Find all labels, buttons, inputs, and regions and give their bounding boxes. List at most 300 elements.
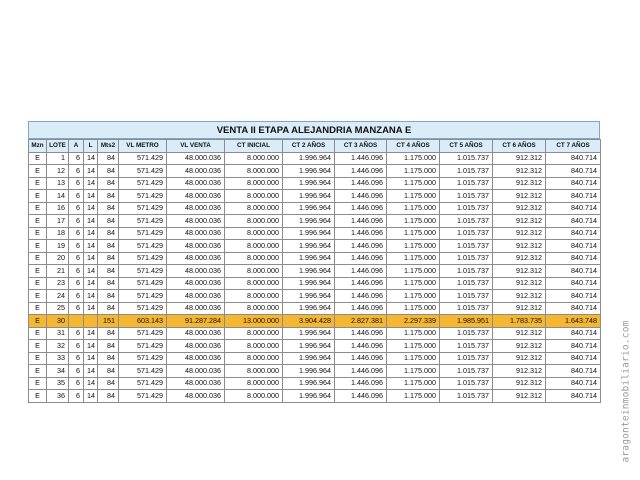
- table-cell: E: [29, 377, 47, 390]
- table-cell: E: [29, 302, 47, 315]
- table-cell: 840.714: [546, 290, 601, 303]
- table-cell: 912.312: [493, 165, 546, 178]
- table-cell: 571.429: [119, 227, 167, 240]
- table-cell: 1.175.000: [387, 215, 440, 228]
- table-cell: 1.996.964: [283, 340, 335, 353]
- table-cell: 1.996.964: [283, 152, 335, 165]
- table-cell: 8.000.000: [225, 227, 283, 240]
- column-header: CT 5 AÑOS: [440, 140, 493, 153]
- table-row: [29, 202, 601, 215]
- table-cell: 912.312: [493, 152, 546, 165]
- table-cell: 6: [69, 290, 84, 303]
- table-cell: 23: [47, 277, 69, 290]
- table-cell: 912.312: [493, 365, 546, 378]
- table-cell: 1.015.737: [440, 252, 493, 265]
- table-cell: 84: [98, 165, 119, 178]
- table-cell: E: [29, 327, 47, 340]
- table-cell: 151: [98, 315, 119, 328]
- table-cell: 1.996.964: [283, 177, 335, 190]
- table-cell: 1.446.096: [335, 377, 387, 390]
- table-cell: 1.996.964: [283, 290, 335, 303]
- table-cell: E: [29, 290, 47, 303]
- table-cell: 1.446.096: [335, 290, 387, 303]
- table-cell: 912.312: [493, 340, 546, 353]
- table-cell: 1.446.096: [335, 302, 387, 315]
- table-cell: 1.996.964: [283, 365, 335, 378]
- table-cell: 571.429: [119, 290, 167, 303]
- table-row: [29, 265, 601, 278]
- table-cell: 48.000.036: [167, 377, 225, 390]
- column-header: CT 2 AÑOS: [283, 140, 335, 153]
- column-header: VL VENTA: [167, 140, 225, 153]
- table-cell: 6: [69, 377, 84, 390]
- column-header: CT 4 AÑOS: [387, 140, 440, 153]
- table-cell: 1.446.096: [335, 202, 387, 215]
- table-cell: 6: [69, 165, 84, 178]
- table-cell: 84: [98, 202, 119, 215]
- table-cell: 21: [47, 265, 69, 278]
- table-cell: 34: [47, 365, 69, 378]
- table-cell: 1.446.096: [335, 152, 387, 165]
- table-cell: 1.996.964: [283, 252, 335, 265]
- table-cell: 48.000.036: [167, 352, 225, 365]
- table-cell: 1.446.096: [335, 352, 387, 365]
- table-cell: 840.714: [546, 340, 601, 353]
- table-cell: 6: [69, 352, 84, 365]
- table-cell: 14: [84, 190, 98, 203]
- table-cell: 16: [47, 202, 69, 215]
- table-cell: 8.000.000: [225, 327, 283, 340]
- table-cell: 840.714: [546, 277, 601, 290]
- table-cell: 8.000.000: [225, 265, 283, 278]
- table-cell: 1.643.748: [546, 315, 601, 328]
- table-cell: 571.429: [119, 340, 167, 353]
- table-cell: 6: [69, 302, 84, 315]
- table-cell: 31: [47, 327, 69, 340]
- table-cell: 1.446.096: [335, 365, 387, 378]
- table-cell: 36: [47, 390, 69, 403]
- table-cell: 84: [98, 215, 119, 228]
- table-cell: 32: [47, 340, 69, 353]
- table-row: [29, 340, 601, 353]
- table-cell: 84: [98, 290, 119, 303]
- table-row: [29, 352, 601, 365]
- table-cell: 2.827.381: [335, 315, 387, 328]
- table-cell: 8.000.000: [225, 165, 283, 178]
- table-cell: 912.312: [493, 227, 546, 240]
- table-cell: 1.446.096: [335, 215, 387, 228]
- table-cell: 912.312: [493, 177, 546, 190]
- table-cell: 571.429: [119, 202, 167, 215]
- table-cell: 571.429: [119, 177, 167, 190]
- table-row: [29, 190, 601, 203]
- table-cell: 14: [84, 277, 98, 290]
- table-cell: 1.015.737: [440, 390, 493, 403]
- table-cell: 48.000.036: [167, 302, 225, 315]
- table-cell: 1.996.964: [283, 165, 335, 178]
- table-cell: 84: [98, 227, 119, 240]
- table-cell: 1.446.096: [335, 190, 387, 203]
- table-cell: 14: [84, 152, 98, 165]
- table-row: [29, 152, 601, 165]
- table-cell: [69, 315, 84, 328]
- table-cell: 6: [69, 327, 84, 340]
- table-row: [29, 165, 601, 178]
- table-cell: 48.000.036: [167, 252, 225, 265]
- table-cell: 1.996.964: [283, 202, 335, 215]
- table-cell: 14: [84, 352, 98, 365]
- table-cell: E: [29, 152, 47, 165]
- table-cell: 48.000.036: [167, 365, 225, 378]
- table-cell: E: [29, 165, 47, 178]
- table-cell: 1.015.737: [440, 302, 493, 315]
- table-cell: E: [29, 277, 47, 290]
- table-cell: 840.714: [546, 190, 601, 203]
- table-cell: 6: [69, 390, 84, 403]
- table-cell: 840.714: [546, 215, 601, 228]
- table-cell: 840.714: [546, 240, 601, 253]
- table-cell: 840.714: [546, 252, 601, 265]
- table-cell: 33: [47, 352, 69, 365]
- table-cell: 1.446.096: [335, 252, 387, 265]
- table-row: [29, 215, 601, 228]
- table-row: [29, 240, 601, 253]
- table-cell: 840.714: [546, 390, 601, 403]
- table-cell: 14: [84, 327, 98, 340]
- table-cell: 912.312: [493, 352, 546, 365]
- table-cell: E: [29, 190, 47, 203]
- table-body: [29, 152, 601, 402]
- price-table: [28, 139, 601, 403]
- table-cell: 13.000.000: [225, 315, 283, 328]
- table-cell: 84: [98, 177, 119, 190]
- table-cell: 840.714: [546, 352, 601, 365]
- table-cell: 1.175.000: [387, 302, 440, 315]
- table-cell: 84: [98, 365, 119, 378]
- table-cell: 1.175.000: [387, 190, 440, 203]
- table-cell: 19: [47, 240, 69, 253]
- table-cell: 571.429: [119, 240, 167, 253]
- table-cell: 6: [69, 215, 84, 228]
- table-cell: 1.015.737: [440, 202, 493, 215]
- table-cell: 24: [47, 290, 69, 303]
- table-cell: 14: [84, 290, 98, 303]
- table-row: [29, 327, 601, 340]
- table-cell: 571.429: [119, 252, 167, 265]
- table-cell: 30: [47, 315, 69, 328]
- column-header: A: [69, 140, 84, 153]
- table-row-highlighted: [29, 315, 601, 328]
- table-cell: 912.312: [493, 190, 546, 203]
- table-cell: 1.996.964: [283, 302, 335, 315]
- table-cell: 840.714: [546, 365, 601, 378]
- table-cell: 1.175.000: [387, 340, 440, 353]
- column-header: VL METRO: [119, 140, 167, 153]
- table-cell: 571.429: [119, 152, 167, 165]
- table-cell: 8.000.000: [225, 365, 283, 378]
- table-cell: 6: [69, 202, 84, 215]
- table-cell: 1.996.964: [283, 390, 335, 403]
- table-cell: 571.429: [119, 377, 167, 390]
- table-row: [29, 365, 601, 378]
- table-cell: 84: [98, 302, 119, 315]
- table-cell: 48.000.036: [167, 177, 225, 190]
- table-cell: 48.000.036: [167, 240, 225, 253]
- table-cell: 6: [69, 152, 84, 165]
- table-cell: 8.000.000: [225, 152, 283, 165]
- table-cell: 48.000.036: [167, 390, 225, 403]
- table-cell: 48.000.036: [167, 215, 225, 228]
- table-cell: 6: [69, 252, 84, 265]
- table-cell: 1: [47, 152, 69, 165]
- table-cell: 1.446.096: [335, 390, 387, 403]
- table-row: [29, 377, 601, 390]
- table-cell: 840.714: [546, 377, 601, 390]
- table-cell: 25: [47, 302, 69, 315]
- table-cell: 912.312: [493, 327, 546, 340]
- table-cell: 1.015.737: [440, 240, 493, 253]
- table-cell: 1.996.964: [283, 277, 335, 290]
- table-cell: 84: [98, 377, 119, 390]
- table-cell: 1.015.737: [440, 352, 493, 365]
- table-cell: 48.000.036: [167, 290, 225, 303]
- table-cell: 84: [98, 265, 119, 278]
- column-header: LOTE: [47, 140, 69, 153]
- table-cell: 1.446.096: [335, 177, 387, 190]
- table-cell: 8.000.000: [225, 352, 283, 365]
- table-cell: 1.015.737: [440, 190, 493, 203]
- table-cell: 1.015.737: [440, 377, 493, 390]
- table-cell: 6: [69, 190, 84, 203]
- table-cell: 1.175.000: [387, 177, 440, 190]
- table-cell: 8.000.000: [225, 290, 283, 303]
- table-cell: E: [29, 365, 47, 378]
- table-cell: 35: [47, 377, 69, 390]
- table-cell: 571.429: [119, 215, 167, 228]
- table-cell: 1.996.964: [283, 377, 335, 390]
- table-cell: 840.714: [546, 227, 601, 240]
- column-header: CT INICIAL: [225, 140, 283, 153]
- table-cell: 1.175.000: [387, 240, 440, 253]
- table-cell: E: [29, 177, 47, 190]
- sheet-title: VENTA II ETAPA ALEJANDRIA MANZANA E: [28, 121, 600, 139]
- table-cell: 48.000.036: [167, 190, 225, 203]
- table-cell: 13: [47, 177, 69, 190]
- table-cell: 1.996.964: [283, 227, 335, 240]
- table-cell: 6: [69, 240, 84, 253]
- table-row: [29, 302, 601, 315]
- table-cell: 1.996.964: [283, 215, 335, 228]
- table-cell: 912.312: [493, 377, 546, 390]
- table-row: [29, 390, 601, 403]
- table-cell: 912.312: [493, 302, 546, 315]
- table-cell: 14: [84, 302, 98, 315]
- table-cell: 1.996.964: [283, 265, 335, 278]
- table-cell: 1.446.096: [335, 265, 387, 278]
- table-cell: 840.714: [546, 327, 601, 340]
- table-cell: 84: [98, 327, 119, 340]
- table-cell: 8.000.000: [225, 202, 283, 215]
- table-cell: 1.175.000: [387, 352, 440, 365]
- table-cell: 84: [98, 352, 119, 365]
- column-header: CT 7 AÑOS: [546, 140, 601, 153]
- table-cell: 1.175.000: [387, 252, 440, 265]
- table-cell: 8.000.000: [225, 390, 283, 403]
- table-cell: E: [29, 215, 47, 228]
- table-cell: 14: [84, 340, 98, 353]
- table-cell: 1.175.000: [387, 290, 440, 303]
- table-cell: 84: [98, 277, 119, 290]
- table-cell: 1.175.000: [387, 227, 440, 240]
- table-cell: 1.175.000: [387, 265, 440, 278]
- table-cell: 8.000.000: [225, 177, 283, 190]
- table-cell: 6: [69, 265, 84, 278]
- table-cell: 1.996.964: [283, 190, 335, 203]
- table-cell: 1.985.951: [440, 315, 493, 328]
- table-cell: 571.429: [119, 327, 167, 340]
- table-cell: 1.015.737: [440, 265, 493, 278]
- table-cell: 48.000.036: [167, 327, 225, 340]
- table-cell: 571.429: [119, 302, 167, 315]
- table-cell: [84, 315, 98, 328]
- table-row: [29, 252, 601, 265]
- table-cell: 840.714: [546, 177, 601, 190]
- column-header: CT 3 AÑOS: [335, 140, 387, 153]
- table-cell: 6: [69, 365, 84, 378]
- table-cell: 1.015.737: [440, 290, 493, 303]
- table-cell: 1.015.737: [440, 227, 493, 240]
- table-cell: 6: [69, 277, 84, 290]
- table-cell: 48.000.036: [167, 165, 225, 178]
- table-cell: 1.175.000: [387, 277, 440, 290]
- table-cell: 2.297.339: [387, 315, 440, 328]
- table-cell: 1.015.737: [440, 215, 493, 228]
- table-cell: 1.446.096: [335, 340, 387, 353]
- table-cell: 48.000.036: [167, 202, 225, 215]
- table-cell: 912.312: [493, 390, 546, 403]
- table-cell: 1.175.000: [387, 152, 440, 165]
- table-cell: 912.312: [493, 265, 546, 278]
- table-cell: 571.429: [119, 165, 167, 178]
- table-cell: 1.015.737: [440, 277, 493, 290]
- table-cell: 1.446.096: [335, 277, 387, 290]
- table-cell: 8.000.000: [225, 377, 283, 390]
- table-cell: 840.714: [546, 165, 601, 178]
- table-cell: 17: [47, 215, 69, 228]
- table-cell: 6: [69, 227, 84, 240]
- table-cell: 1.446.096: [335, 240, 387, 253]
- table-cell: 8.000.000: [225, 252, 283, 265]
- table-cell: 571.429: [119, 277, 167, 290]
- table-row: [29, 177, 601, 190]
- table-cell: 1.446.096: [335, 165, 387, 178]
- table-cell: 603.143: [119, 315, 167, 328]
- table-cell: 1.175.000: [387, 365, 440, 378]
- table-cell: 8.000.000: [225, 215, 283, 228]
- table-cell: 1.015.737: [440, 327, 493, 340]
- table-cell: 571.429: [119, 365, 167, 378]
- table-cell: 48.000.036: [167, 340, 225, 353]
- table-cell: 8.000.000: [225, 277, 283, 290]
- table-cell: 84: [98, 240, 119, 253]
- table-cell: 84: [98, 190, 119, 203]
- table-cell: 14: [84, 377, 98, 390]
- table-cell: 1.015.737: [440, 365, 493, 378]
- table-cell: 84: [98, 340, 119, 353]
- table-cell: 14: [84, 215, 98, 228]
- table-cell: 912.312: [493, 277, 546, 290]
- table-cell: 912.312: [493, 290, 546, 303]
- table-cell: 912.312: [493, 202, 546, 215]
- table-cell: E: [29, 390, 47, 403]
- table-cell: 571.429: [119, 390, 167, 403]
- table-cell: 84: [98, 252, 119, 265]
- table-cell: 1.015.737: [440, 340, 493, 353]
- table-cell: 912.312: [493, 215, 546, 228]
- table-cell: 1.175.000: [387, 165, 440, 178]
- table-cell: 48.000.036: [167, 277, 225, 290]
- column-header: CT 6 AÑOS: [493, 140, 546, 153]
- column-header: Mts2: [98, 140, 119, 153]
- table-cell: 14: [84, 365, 98, 378]
- table-cell: 18: [47, 227, 69, 240]
- side-watermark: [614, 306, 638, 476]
- table-cell: 8.000.000: [225, 190, 283, 203]
- table-cell: 14: [84, 265, 98, 278]
- table-cell: 840.714: [546, 265, 601, 278]
- price-sheet: [28, 121, 600, 403]
- table-cell: E: [29, 227, 47, 240]
- table-row: [29, 290, 601, 303]
- table-cell: 1.175.000: [387, 327, 440, 340]
- table-row: [29, 227, 601, 240]
- table-cell: 571.429: [119, 265, 167, 278]
- table-cell: 8.000.000: [225, 340, 283, 353]
- table-cell: 14: [84, 240, 98, 253]
- table-cell: 1.175.000: [387, 202, 440, 215]
- table-cell: 571.429: [119, 190, 167, 203]
- table-cell: 48.000.036: [167, 265, 225, 278]
- table-cell: 1.446.096: [335, 227, 387, 240]
- table-cell: 1.015.737: [440, 165, 493, 178]
- table-header-row: [29, 140, 601, 153]
- table-cell: E: [29, 340, 47, 353]
- table-cell: 840.714: [546, 152, 601, 165]
- table-cell: 8.000.000: [225, 240, 283, 253]
- table-cell: 1.015.737: [440, 177, 493, 190]
- table-cell: 84: [98, 152, 119, 165]
- table-cell: 14: [47, 190, 69, 203]
- table-cell: 8.000.000: [225, 302, 283, 315]
- table-cell: 48.000.036: [167, 152, 225, 165]
- table-cell: 48.000.036: [167, 227, 225, 240]
- table-cell: 6: [69, 340, 84, 353]
- table-cell: 14: [84, 177, 98, 190]
- table-cell: 1.783.735: [493, 315, 546, 328]
- table-cell: 14: [84, 202, 98, 215]
- table-cell: 14: [84, 390, 98, 403]
- table-cell: E: [29, 352, 47, 365]
- table-cell: 1.996.964: [283, 327, 335, 340]
- table-cell: 571.429: [119, 352, 167, 365]
- column-header: L: [84, 140, 98, 153]
- table-cell: 12: [47, 165, 69, 178]
- column-header: Mzn: [29, 140, 47, 153]
- table-cell: 840.714: [546, 302, 601, 315]
- table-cell: 1.175.000: [387, 377, 440, 390]
- table-cell: 912.312: [493, 252, 546, 265]
- table-cell: 14: [84, 227, 98, 240]
